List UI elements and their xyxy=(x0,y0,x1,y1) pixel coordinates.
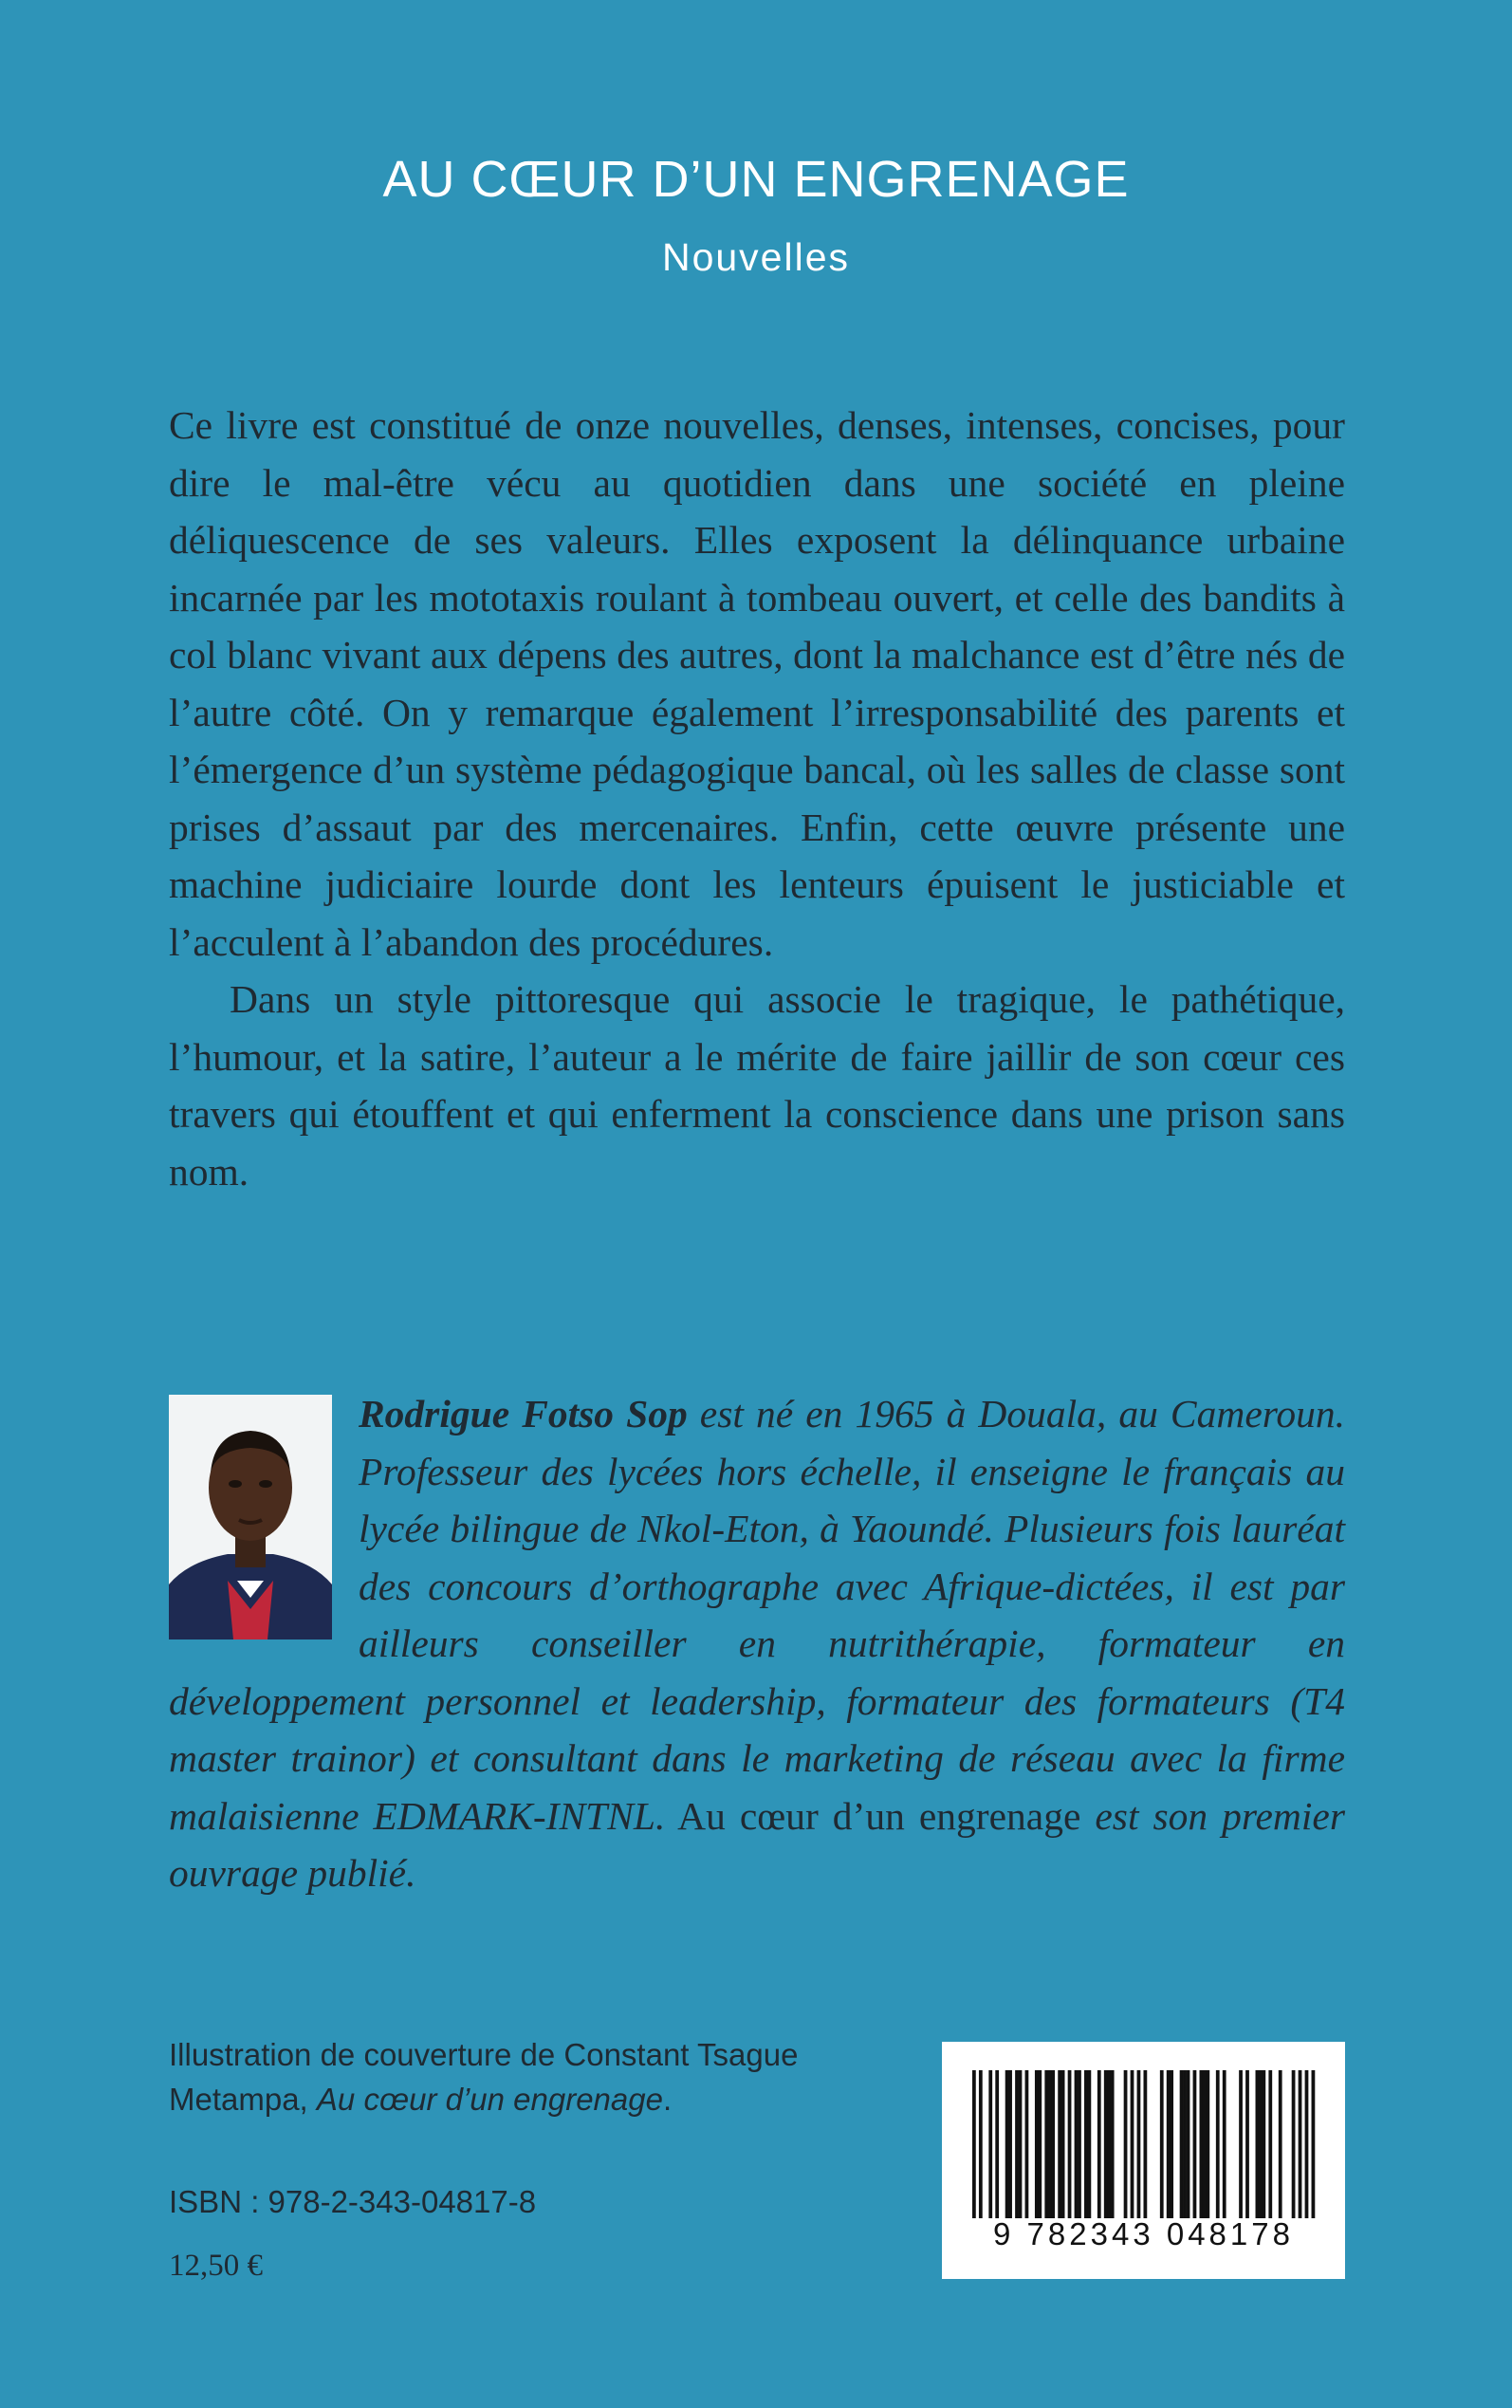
barcode-bar xyxy=(1262,2070,1265,2218)
book-title: AU CŒUR D’UN ENGRENAGE xyxy=(382,151,1130,208)
barcode-bar xyxy=(1299,2070,1302,2218)
isbn: ISBN : 978-2-343-04817-8 xyxy=(169,2184,537,2219)
barcode-bar xyxy=(1216,2070,1220,2218)
barcode-bar xyxy=(1005,2070,1009,2218)
barcode-bar xyxy=(1170,2070,1173,2218)
price: 12,50 € xyxy=(169,2249,263,2283)
barcode-bar xyxy=(1068,2070,1072,2218)
barcode-bar xyxy=(1203,2070,1207,2218)
book-genre: Nouvelles xyxy=(661,235,851,279)
barcode-bar xyxy=(1279,2070,1282,2218)
barcode-bar xyxy=(1183,2070,1187,2218)
summary-text xyxy=(169,397,1345,1200)
barcode-bar xyxy=(1048,2070,1052,2218)
barcode-bar xyxy=(995,2070,999,2218)
summary-paragraph-2: Dans un style pittoresque qui associe le tragique, le pathétique, l’humour, et la satire, l’auteur a le mérite de faire jaillir de son cœur ces travers qui étouffent et qui enferment la conscience dans une prison sans nom. xyxy=(169,977,1345,1194)
barcode-bar xyxy=(979,2070,983,2218)
barcode-bar xyxy=(1019,2070,1023,2218)
first-book-note: est son premier ouvrage publié. xyxy=(169,1793,1345,1895)
author-name: Rodrigue Fotso Sop xyxy=(359,1392,688,1436)
barcode-bar xyxy=(1180,2070,1184,2218)
barcode-bar xyxy=(1268,2070,1272,2218)
barcode-bar xyxy=(1259,2070,1263,2218)
barcode-bar xyxy=(1107,2070,1111,2218)
first-book-title: Au cœur d’un engrenage xyxy=(677,1793,1081,1838)
barcode-bar xyxy=(1075,2070,1079,2218)
barcode-bar xyxy=(1124,2070,1128,2218)
barcode-digits: 9 782343 048178 xyxy=(993,2216,1294,2251)
illustration-credit xyxy=(169,2032,909,2121)
barcode-bar xyxy=(1137,2070,1141,2218)
barcode-bar xyxy=(1104,2070,1108,2218)
barcode-bar xyxy=(1167,2070,1171,2218)
credit-title: Au cœur d’un engrenage xyxy=(316,2082,663,2117)
author-bio xyxy=(169,1385,1345,1902)
barcode-bar xyxy=(1223,2070,1226,2218)
author-photo xyxy=(169,1395,332,1639)
barcode-bar xyxy=(1025,2070,1029,2218)
barcode-bar xyxy=(1087,2070,1091,2218)
barcode-bar xyxy=(1084,2070,1088,2218)
barcode-bar xyxy=(1078,2070,1081,2218)
barcode-bar xyxy=(1058,2070,1061,2218)
barcode-bar xyxy=(1044,2070,1048,2218)
barcode-bar xyxy=(1193,2070,1197,2218)
barcode-bar xyxy=(1038,2070,1042,2218)
summary-paragraph-1: Ce livre est constitué de onze nouvelles, denses, intenses, concises, pour dire le mal-être vécu au quotidien dans une société en pleine déliquescence de ses valeurs. Elles exposent la délinquance urbaine incarnée par les mototaxis roulant à tombeau ouvert, et celle des bandits à col blanc vivant aux dépens des autres, dont la malchance est d’être nés de l’autre côté. On y remarque également l’irresponsabilité des parents et l’émergence d’un système pédagogique bancal, où les salles de classe sont prises d’assaut par des mercenaires. Enfin, cette œuvre présente une machine judiciaire lourde dont les lenteurs épuisent le justiciable et l’acculent à l’abandon des procédures. xyxy=(169,403,1345,964)
barcode-bar xyxy=(1061,2070,1065,2218)
barcode-bar xyxy=(1256,2070,1260,2218)
barcode-bar xyxy=(1144,2070,1148,2218)
barcode-bar xyxy=(1160,2070,1164,2218)
barcode-bar xyxy=(988,2070,992,2218)
credit-suffix: . xyxy=(662,2082,673,2117)
barcode-bar xyxy=(1305,2070,1309,2218)
author-bio-text: est né en 1965 à Douala, au Cameroun. Professeur des lycées hors échelle, il enseigne le français au lycée bilingue de Nkol-Eton, à Yaoundé. Plusieurs fois lauréat des concours d’orthographe avec Afrique-dictées, il est par ailleurs conseiller en nutrithérapie, formateur en développement personnel et leadership, formateur des formateurs (T4 master trainor) et consultant dans le marketing de réseau avec la firme malaisienne EDMARK-INTNL. xyxy=(169,1392,1345,1838)
barcode-bar xyxy=(1097,2070,1101,2218)
barcode-bar xyxy=(1200,2070,1204,2218)
barcode-bar xyxy=(972,2070,976,2218)
barcode-bar xyxy=(1111,2070,1115,2218)
barcode-bar xyxy=(1239,2070,1243,2218)
credit-prefix: Illustration de couverture de Constant Tsague Metampa, xyxy=(169,2037,799,2117)
barcode-bar xyxy=(1051,2070,1055,2218)
barcode-bar xyxy=(1292,2070,1296,2218)
barcode-bar xyxy=(1312,2070,1316,2218)
barcode-bar xyxy=(1206,2070,1209,2218)
barcode-bar xyxy=(1008,2070,1012,2218)
barcode-bar xyxy=(1015,2070,1019,2218)
barcode-bar xyxy=(1035,2070,1039,2218)
barcode xyxy=(942,2042,1345,2279)
barcode-bar xyxy=(1187,2070,1190,2218)
barcode-bar xyxy=(1131,2070,1134,2218)
barcode-bar xyxy=(1245,2070,1249,2218)
